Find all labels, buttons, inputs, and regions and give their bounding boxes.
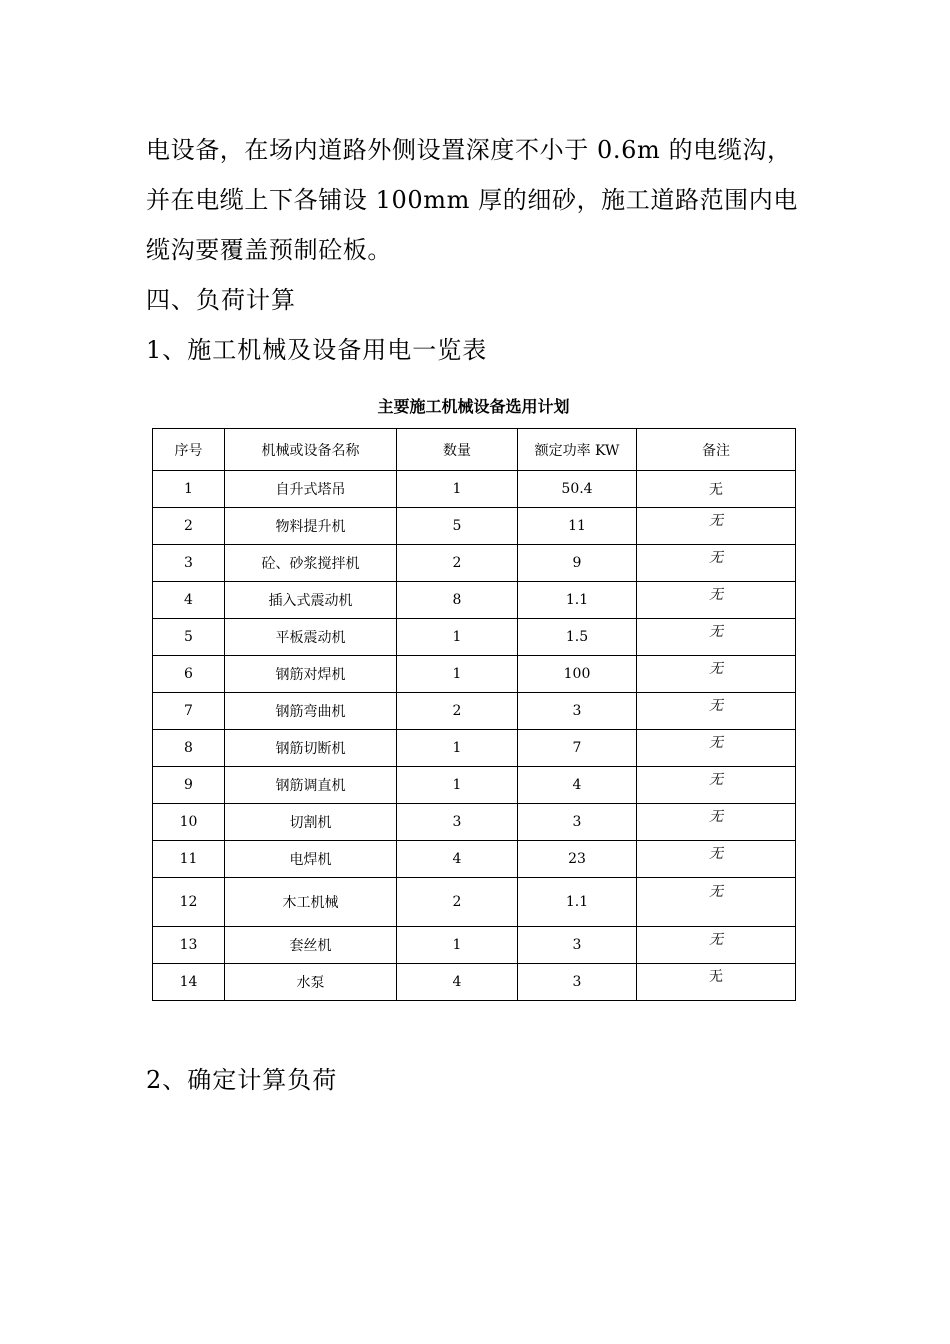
cell-remarks bbox=[637, 964, 796, 1001]
cell-power: 3 bbox=[518, 693, 637, 730]
cell-name: 电焊机 bbox=[225, 841, 397, 878]
cell-index: 2 bbox=[153, 508, 225, 545]
cell-index: 9 bbox=[153, 767, 225, 804]
header-cell-remarks: 备注 bbox=[637, 429, 796, 471]
cell-remarks: 无 bbox=[637, 471, 796, 508]
cell-remarks bbox=[637, 508, 796, 545]
table-row bbox=[153, 656, 796, 693]
cell-remarks bbox=[637, 841, 796, 878]
table-row bbox=[153, 545, 796, 582]
cell-remarks bbox=[637, 804, 796, 841]
cell-power: 11 bbox=[518, 508, 637, 545]
cell-name: 自升式塔吊 bbox=[225, 471, 397, 508]
cell-index: 11 bbox=[153, 841, 225, 878]
cell-power: 9 bbox=[518, 545, 637, 582]
cell-index: 3 bbox=[153, 545, 225, 582]
cell-power: 1.1 bbox=[518, 878, 637, 927]
header-cell-quantity: 数量 bbox=[397, 429, 518, 471]
table-row bbox=[153, 841, 796, 878]
cell-name: 砼、砂浆搅拌机 bbox=[225, 545, 397, 582]
cell-remarks bbox=[637, 545, 796, 582]
table-row bbox=[153, 878, 796, 927]
cell-power: 1.1 bbox=[518, 582, 637, 619]
cell-quantity: 2 bbox=[397, 878, 518, 927]
remarks-text: 无 bbox=[709, 587, 723, 603]
cell-power: 3 bbox=[518, 804, 637, 841]
cell-index: 13 bbox=[153, 927, 225, 964]
table-title: 主要施工机械设备选用计划 bbox=[377, 397, 570, 416]
remarks-text: 无 bbox=[709, 624, 723, 640]
remarks-text: 无 bbox=[709, 661, 723, 677]
cell-name: 水泵 bbox=[225, 964, 397, 1001]
remarks-text: 无 bbox=[709, 969, 723, 985]
body-text-line-2: 并在电缆上下各铺设 100mm 厚的细砂，施工道路范围内电 bbox=[146, 186, 798, 214]
cell-index: 10 bbox=[153, 804, 225, 841]
cell-remarks bbox=[637, 656, 796, 693]
cell-name: 木工机械 bbox=[225, 878, 397, 927]
table-row bbox=[153, 582, 796, 619]
table-row bbox=[153, 508, 796, 545]
section-heading-load-calculation: 四、负荷计算 bbox=[146, 286, 296, 314]
cell-index: 12 bbox=[153, 878, 225, 927]
cell-name: 钢筋切断机 bbox=[225, 730, 397, 767]
cell-name: 钢筋弯曲机 bbox=[225, 693, 397, 730]
cell-power: 3 bbox=[518, 964, 637, 1001]
cell-remarks bbox=[637, 582, 796, 619]
remarks-text: 无 bbox=[709, 513, 723, 529]
cell-remarks bbox=[637, 878, 796, 927]
subsection-heading-determine-load: 2、确定计算负荷 bbox=[146, 1066, 338, 1094]
cell-name: 插入式震动机 bbox=[225, 582, 397, 619]
cell-index: 4 bbox=[153, 582, 225, 619]
cell-name: 钢筋对焊机 bbox=[225, 656, 397, 693]
cell-index: 14 bbox=[153, 964, 225, 1001]
cell-quantity: 4 bbox=[397, 964, 518, 1001]
cell-remarks bbox=[637, 619, 796, 656]
body-text-line-1: 电设备，在场内道路外侧设置深度不小于 0.6m 的电缆沟， bbox=[146, 136, 792, 164]
remarks-text: 无 bbox=[709, 809, 723, 825]
remarks-text: 无 bbox=[709, 846, 723, 862]
cell-quantity: 1 bbox=[397, 927, 518, 964]
cell-quantity: 1 bbox=[397, 471, 518, 508]
cell-power: 100 bbox=[518, 656, 637, 693]
body-text-line-3: 缆沟要覆盖预制砼板。 bbox=[146, 236, 392, 264]
cell-quantity: 8 bbox=[397, 582, 518, 619]
cell-remarks bbox=[637, 730, 796, 767]
remarks-text: 无 bbox=[709, 735, 723, 751]
subsection-heading-equipment-list: 1、施工机械及设备用电一览表 bbox=[146, 336, 488, 364]
cell-remarks bbox=[637, 767, 796, 804]
table-row bbox=[153, 730, 796, 767]
table-row bbox=[153, 804, 796, 841]
cell-power: 7 bbox=[518, 730, 637, 767]
table-row bbox=[153, 964, 796, 1001]
cell-quantity: 1 bbox=[397, 730, 518, 767]
cell-quantity: 3 bbox=[397, 804, 518, 841]
cell-power: 4 bbox=[518, 767, 637, 804]
remarks-text: 无 bbox=[709, 698, 723, 714]
cell-quantity: 1 bbox=[397, 619, 518, 656]
equipment-table bbox=[152, 428, 796, 1001]
cell-quantity: 1 bbox=[397, 767, 518, 804]
cell-index: 8 bbox=[153, 730, 225, 767]
cell-quantity: 1 bbox=[397, 656, 518, 693]
remarks-text: 无 bbox=[709, 772, 723, 788]
cell-name: 物料提升机 bbox=[225, 508, 397, 545]
cell-quantity: 2 bbox=[397, 545, 518, 582]
remarks-text: 无 bbox=[709, 884, 723, 900]
remarks-text: 无 bbox=[709, 932, 723, 948]
cell-power: 1.5 bbox=[518, 619, 637, 656]
table-row bbox=[153, 619, 796, 656]
cell-name: 平板震动机 bbox=[225, 619, 397, 656]
remarks-text: 无 bbox=[709, 550, 723, 566]
table-row bbox=[153, 693, 796, 730]
cell-index: 5 bbox=[153, 619, 225, 656]
cell-quantity: 2 bbox=[397, 693, 518, 730]
cell-index: 6 bbox=[153, 656, 225, 693]
header-cell-power: 额定功率 KW bbox=[518, 429, 637, 471]
cell-remarks bbox=[637, 927, 796, 964]
cell-quantity: 4 bbox=[397, 841, 518, 878]
cell-name: 套丝机 bbox=[225, 927, 397, 964]
cell-power: 3 bbox=[518, 927, 637, 964]
header-cell-name: 机械或设备名称 bbox=[225, 429, 397, 471]
cell-index: 7 bbox=[153, 693, 225, 730]
cell-power: 23 bbox=[518, 841, 637, 878]
cell-quantity: 5 bbox=[397, 508, 518, 545]
cell-remarks bbox=[637, 693, 796, 730]
header-cell-index: 序号 bbox=[153, 429, 225, 471]
table-row bbox=[153, 471, 796, 508]
table-row bbox=[153, 927, 796, 964]
table-header-row bbox=[153, 429, 796, 471]
cell-index: 1 bbox=[153, 471, 225, 508]
table-row bbox=[153, 767, 796, 804]
cell-name: 钢筋调直机 bbox=[225, 767, 397, 804]
cell-name: 切割机 bbox=[225, 804, 397, 841]
cell-power: 50.4 bbox=[518, 471, 637, 508]
